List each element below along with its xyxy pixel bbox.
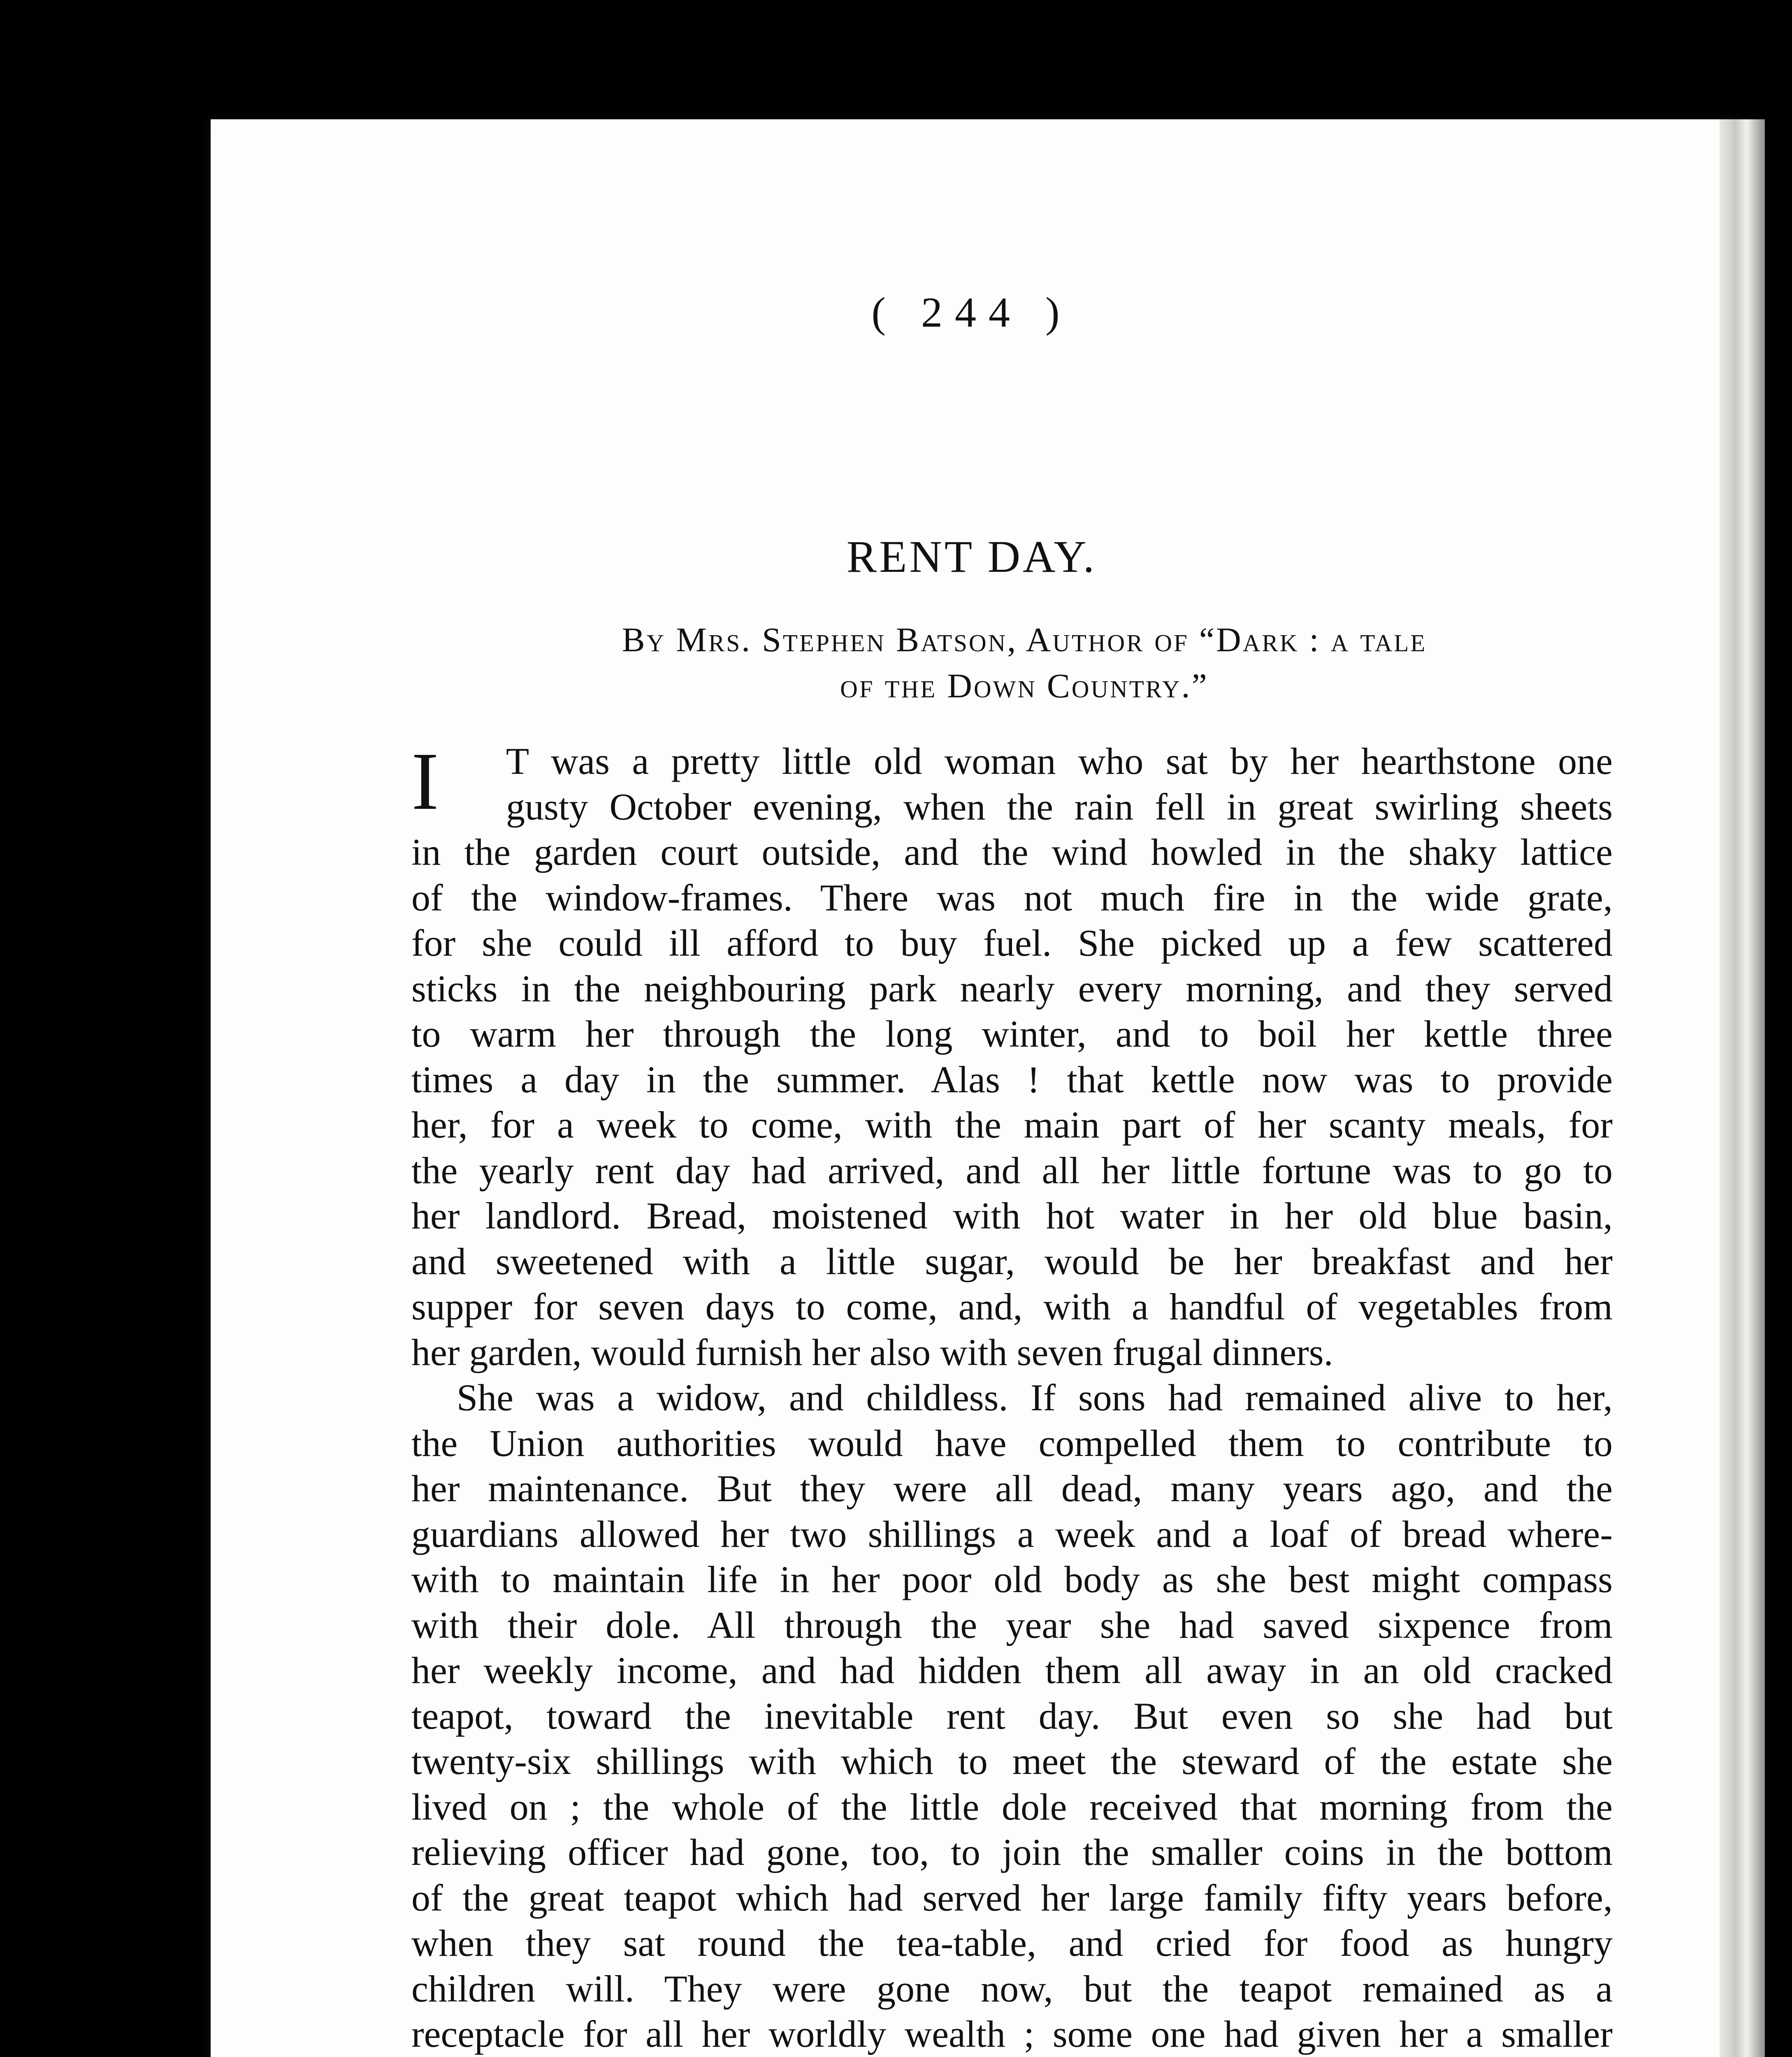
text-line: her maintenance. But they were all dead, many years ago, and the [411, 1467, 1613, 1509]
text-line: times a day in the summer. Alas ! that kettle now was to provide [411, 1058, 1613, 1100]
paragraph [411, 738, 1613, 1375]
text-line: the yearly rent day had arrived, and all her little fortune was to go to [411, 1149, 1613, 1191]
text-line: of the great teapot which had served her large family fifty years before, [411, 1876, 1613, 1919]
story-title: RENT DAY. [846, 532, 1097, 582]
text-line: teapot, toward the inevitable rent day. But even so she had but [411, 1695, 1613, 1737]
text-line: of the window-frames. There was not much fire in the wide grate, [411, 876, 1613, 919]
text-line: relieving officer had gone, too, to join the smaller coins in the bottom [411, 1831, 1613, 1873]
text-line: her, for a week to come, with the main part of her scanty meals, for [411, 1104, 1613, 1146]
text-line: sticks in the neighbouring park nearly every morning, and they served [411, 967, 1613, 1010]
drop-cap: I [411, 736, 439, 827]
byline [432, 617, 1617, 709]
text-line: lived on ; the whole of the little dole received that morning from the [411, 1785, 1613, 1828]
byline-line-1: By Mrs. Stephen Batson, Author of “Dark : a tale [622, 621, 1427, 659]
text-line: in the garden court outside, and the wind howled in the shaky lattice [411, 831, 1613, 873]
text-line: supper for seven days to come, and, with a handful of vegetables from [411, 1286, 1613, 1328]
text-line: T was a pretty little old woman who sat by her hearthstone one [506, 740, 1613, 782]
text-line: for she could ill afford to buy fuel. She picked up a few scattered [411, 922, 1613, 964]
text-line: when they sat round the tea-table, and cried for food as hungry [411, 1922, 1613, 1964]
text-line: and sweetened with a little sugar, would be her breakfast and her [411, 1240, 1613, 1282]
text-line: guardians allowed her two shillings a week and a loaf of bread where- [411, 1513, 1613, 1555]
text-line: her landlord. Bread, moistened with hot water in her old blue basin, [411, 1195, 1613, 1237]
body-text [411, 738, 1613, 2057]
text-line: with their dole. All through the year she had saved sixpence from [411, 1604, 1613, 1646]
text-line: children will. They were gone now, but the teapot remained as a [411, 1967, 1613, 2010]
byline-line-2: of the Down Country.” [840, 667, 1209, 705]
text-line: her weekly income, and had hidden them all away in an old cracked [411, 1649, 1613, 1691]
text-line: receptacle for all her worldly wealth ; some one had given her a smaller [411, 2013, 1613, 2055]
page-number: ( 244 ) [871, 289, 1072, 336]
text-line: her garden, would furnish her also with seven frugal dinners. [411, 1331, 1333, 1373]
text-line: to warm her through the long winter, and to boil her kettle three [411, 1013, 1613, 1055]
text-line: She was a widow, and childless. If sons had remained alive to her, [457, 1377, 1613, 1419]
page-edge [1720, 119, 1765, 2057]
text-line: twenty-six shillings with which to meet the steward of the estate she [411, 1740, 1613, 1782]
paragraph [411, 1375, 1613, 2057]
text-line: gusty October evening, when the rain fell in great swirling sheets [506, 785, 1613, 828]
text-line: the Union authorities would have compelled them to contribute to [411, 1422, 1613, 1464]
text-line: with to maintain life in her poor old body as she best might compass [411, 1558, 1613, 1600]
